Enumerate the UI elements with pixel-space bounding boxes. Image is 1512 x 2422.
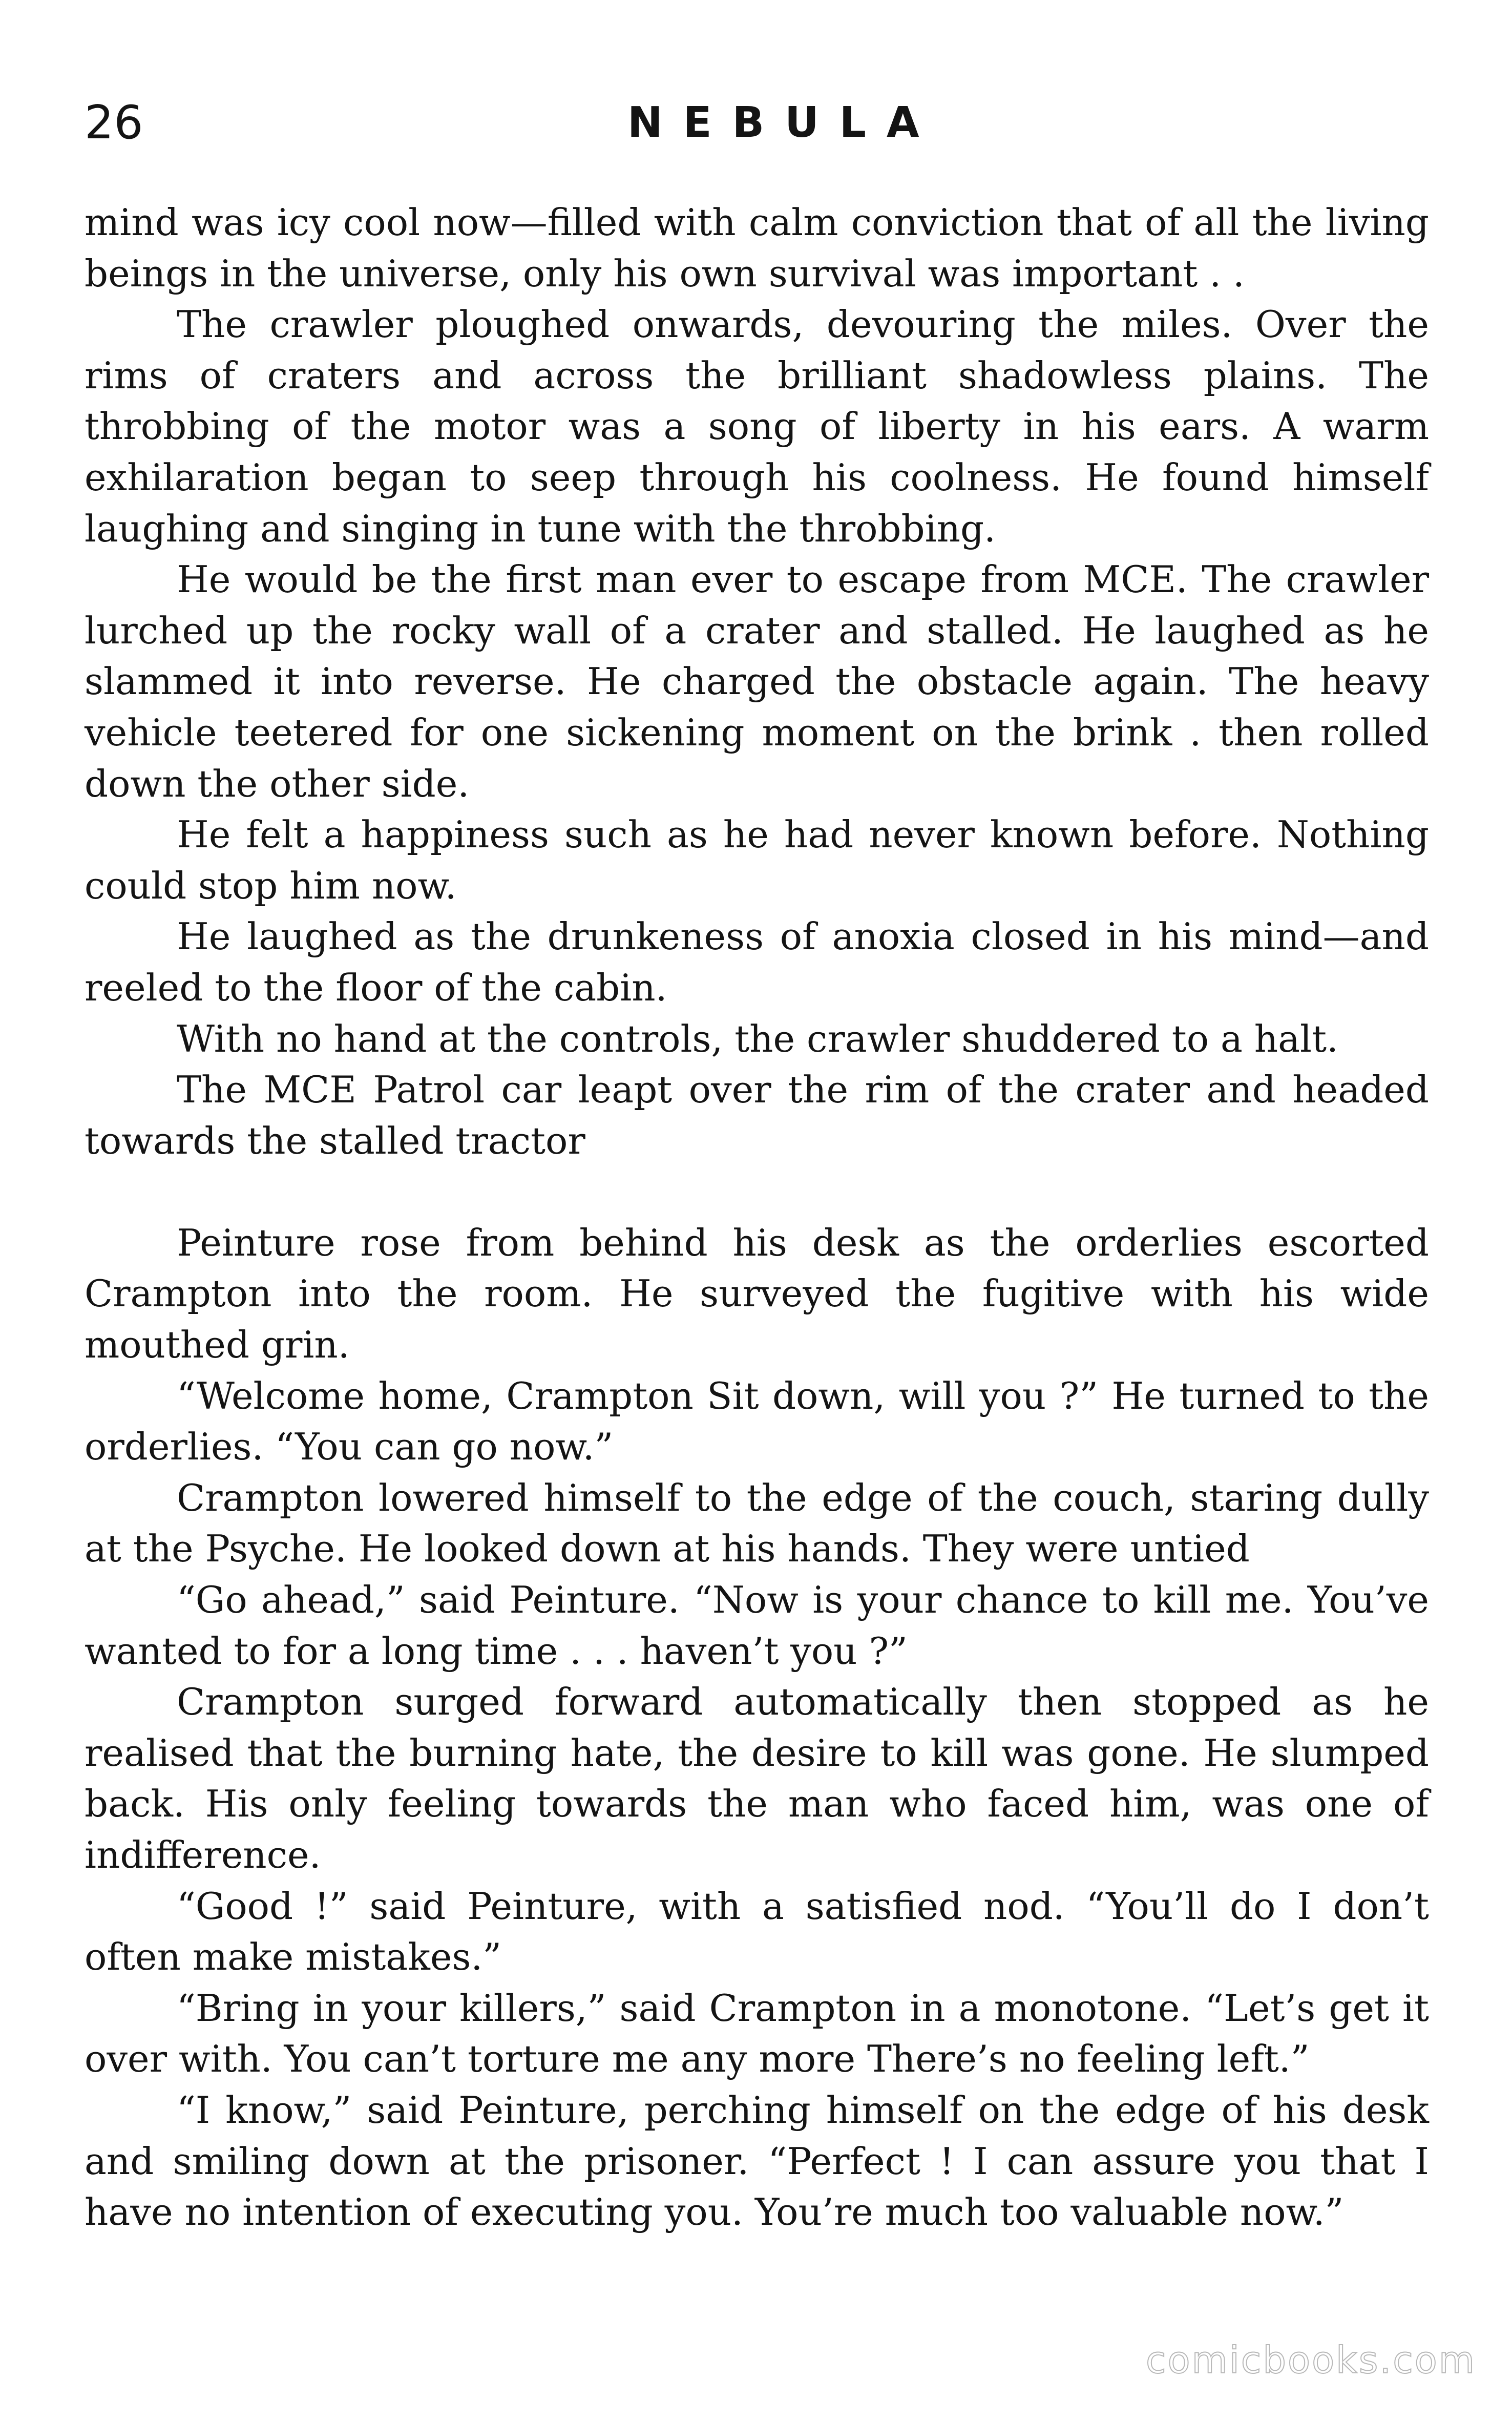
paragraph: “I know,” said Peinture, perching himself on the edge of his desk and smiling down at the prisoner. “Perfect ! I can assure you that I have no intention of executing you. You’re much too valuable now.” xyxy=(85,2088,1429,2234)
paragraph: He felt a happiness such as he had never known before. Nothing could stop him now. xyxy=(85,813,1429,907)
running-title: NEBULA xyxy=(627,98,940,147)
paragraph: “Good !” said Peinture, with a satisfied nod. “You’ll do I don’t often make mistakes.” xyxy=(85,1884,1429,1979)
paragraph: “Bring in your killers,” said Crampton in a monotone. “Let’s get it over with. You can’t torture me any more There’s no feeling left.” xyxy=(85,1986,1429,2081)
paragraph: mind was icy cool now—filled with calm conviction that of all the living beings in the universe, only his own survival was important . . xyxy=(85,201,1429,295)
paragraph: Crampton surged forward automatically then stopped as he realised that the burning hate, the desire to kill was gone. He slumped back. His only feeling towards the man who faced him, was one of indifference. xyxy=(85,1680,1429,1876)
paragraph: He laughed as the drunkeness of anoxia closed in his mind—and reeled to the floor of the cabin. xyxy=(85,915,1429,1009)
watermark-logo: comicbooks.com xyxy=(1145,2339,1476,2382)
paragraph: “Go ahead,” said Peinture. “Now is your chance to kill me. You’ve wanted to for a long time . . . haven’t you ?” xyxy=(85,1578,1429,1673)
paragraph: With no hand at the controls, the crawler shuddered to a halt. xyxy=(177,1017,1338,1060)
paragraph: The MCE Patrol car leapt over the rim of the crater and headed towards the stalled tractor xyxy=(85,1068,1429,1162)
paragraph: He would be the first man ever to escape from MCE. The crawler lurched up the rocky wall of a crater and stalled. He laughed as he slammed it into reverse. He charged the obstacle again. The heavy vehicle teetered for one sickening moment on the brink . then rolled down the other side. xyxy=(85,558,1429,805)
page-number: 26 xyxy=(85,96,143,150)
paragraph: Crampton lowered himself to the edge of the couch, staring dully at the Psyche. He looked down at his hands. They were untied xyxy=(85,1476,1429,1571)
paragraph: Peinture rose from behind his desk as the orderlies escorted Crampton into the room. He surveyed the fugitive with his wide mouthed grin. xyxy=(85,1221,1429,1367)
paragraph: The crawler ploughed onwards, devouring the miles. Over the rims of craters and across the brilliant shadowless plains. The throbbing of the motor was a song of liberty in his ears. A warm exhilaration began to seep through his coolness. He found himself laughing and singing in tune with the throbbing. xyxy=(85,303,1429,550)
body-text xyxy=(85,197,1429,2238)
paragraph: “Welcome home, Crampton Sit down, will you ?” He turned to the orderlies. “You can go now.” xyxy=(85,1374,1429,1469)
running-head xyxy=(85,90,1429,156)
